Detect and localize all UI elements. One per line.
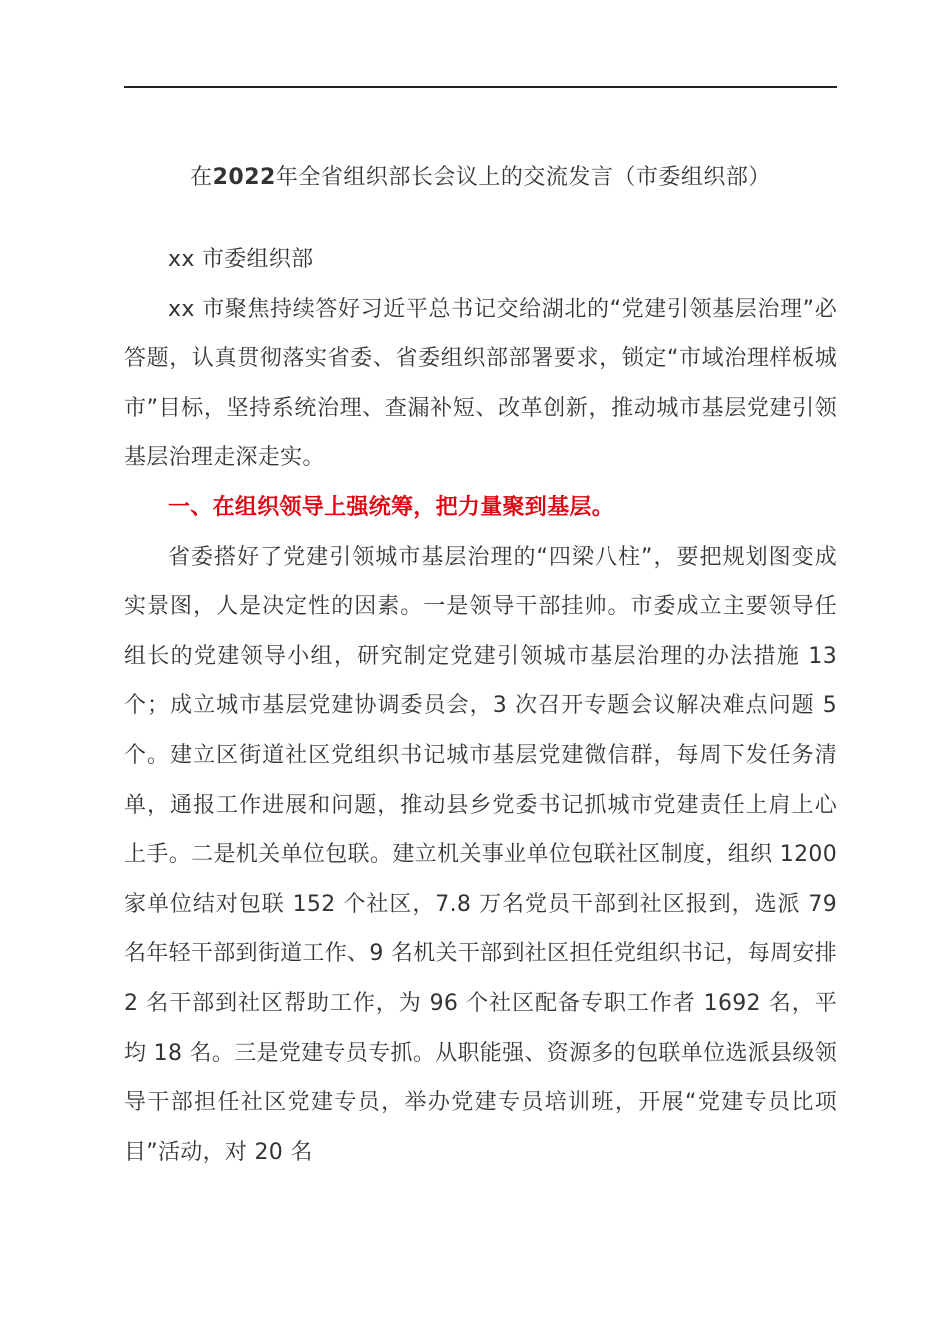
title-year: 2022 [212, 165, 276, 190]
section-heading-1: 一、在组织领导上强统筹，把力量聚到基层。 [168, 494, 615, 520]
header-rule [124, 86, 837, 88]
author-line: xx 市委组织部 [168, 247, 314, 272]
title-suffix: 年全省组织部长会议上的交流发言（市委组织部） [275, 165, 771, 190]
title-prefix: 在 [190, 165, 213, 190]
document-title [124, 153, 837, 203]
intro-paragraph: xx 市聚焦持续答好习近平总书记交给湖北的“党建引领基层治理”必答题，认真贯彻落实省委、省委组织部部署要求，锁定“市域治理样板城市”目标，坚持系统治理、查漏补短、改革创新，推动城市基层党建引领基层治理走深走实。 [124, 296, 837, 471]
document-body [124, 153, 837, 1177]
section-body-1: 省委搭好了党建引领城市基层治理的“四梁八柱”，要把规划图变成实景图，人是决定性的因素。一是领导干部挂帅。市委成立主要领导任组长的党建领导小组，研究制定党建引领城市基层治理的办法措施 13 个；成立城市基层党建协调委员会，3 次召开专题会议解决难点问题 5 个。建立区街道社区党组织书记城市基层党建微信群，每周下发任务清单，通报工作进展和问题，推动县乡党委书记抓城市党建责任上肩上心上手。二是机关单位包联。建立机关事业单位包联社区制度，组织 1200 家单位结对包联 152 个社区，7.8 万名党员干部到社区报到，选派 79 名年轻干部到街道工作、9 名机关干部到社区担任党组织书记，每周安排 2 名干部到社区帮助工作，为 96 个社区配备专职工作者 1692 名，平均 18 名。三是党建专员专抓。从职能强、资源多的包联单位选派县级领导干部担任社区党建专员，举办党建专员培训班，开展“党建专员比项目”活动，对 20 名 [124, 544, 837, 1165]
